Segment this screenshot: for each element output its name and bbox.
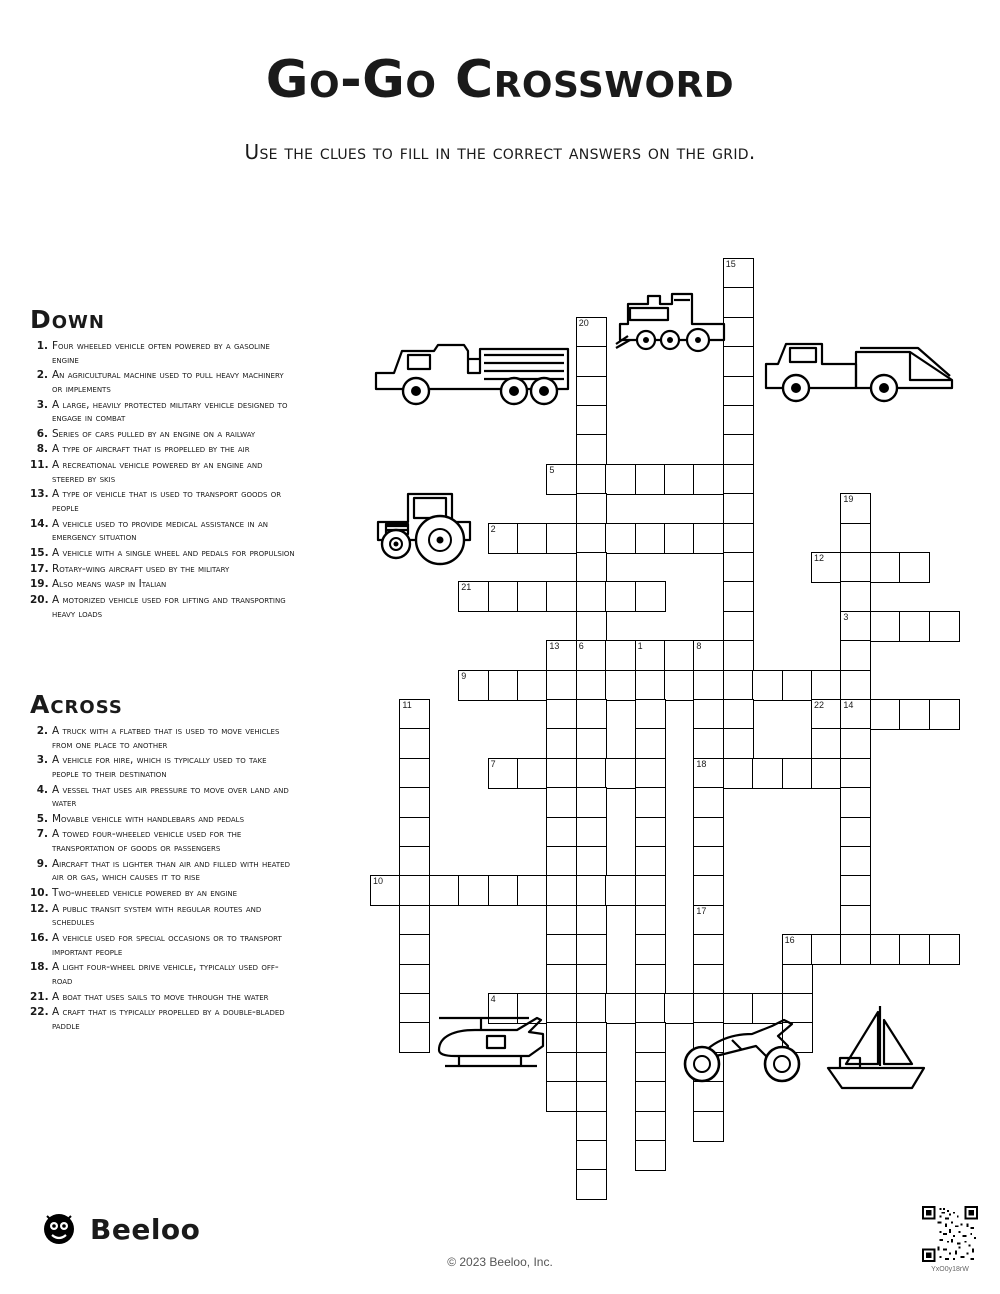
grid-cell[interactable] xyxy=(693,905,724,936)
grid-cell[interactable] xyxy=(576,758,607,789)
grid-cell[interactable] xyxy=(605,993,636,1024)
down-clue-section xyxy=(30,305,295,623)
grid-cell[interactable] xyxy=(723,581,754,612)
grid-cell[interactable] xyxy=(811,728,842,759)
grid-cell[interactable] xyxy=(635,699,666,730)
grid-cell[interactable] xyxy=(723,611,754,642)
grid-cell-number: 2 xyxy=(490,523,496,534)
grid-cell[interactable] xyxy=(723,728,754,759)
clue-number: 9. xyxy=(36,857,48,870)
clue-number: 12. xyxy=(30,902,49,915)
clue-number: 1. xyxy=(36,340,48,352)
grid-cell[interactable] xyxy=(546,846,577,877)
grid-cell[interactable] xyxy=(399,699,430,730)
grid-cell[interactable] xyxy=(635,875,666,906)
grid-cell[interactable] xyxy=(517,523,548,554)
clue-number: 13. xyxy=(30,488,49,501)
down-heading: Down xyxy=(30,305,105,334)
grid-cell[interactable] xyxy=(693,640,724,671)
down-clue-list xyxy=(30,340,295,621)
grid-cell-number: 7 xyxy=(490,758,496,769)
grid-cell[interactable] xyxy=(517,670,548,701)
grid-cell[interactable] xyxy=(723,552,754,583)
grid-cell[interactable] xyxy=(576,875,607,906)
clue-number: 3. xyxy=(36,398,48,411)
grid-cell[interactable] xyxy=(870,552,901,583)
grid-cell[interactable] xyxy=(840,611,871,642)
grid-cell[interactable] xyxy=(576,581,607,612)
clue-number: 11. xyxy=(30,459,49,472)
clue-text: A public transit system with regular routes and schedules xyxy=(52,902,262,929)
grid-cell[interactable] xyxy=(576,846,607,877)
grid-cell[interactable] xyxy=(635,934,666,965)
grid-cell[interactable] xyxy=(899,699,930,730)
grid-cell[interactable] xyxy=(605,670,636,701)
grid-cell[interactable] xyxy=(576,1081,607,1112)
clue-text: A motorized vehicle used for lifting and transporting heavy loads xyxy=(52,593,286,620)
grid-cell[interactable] xyxy=(635,464,666,495)
grid-cell[interactable] xyxy=(399,846,430,877)
grid-cell[interactable] xyxy=(546,787,577,818)
grid-cell[interactable] xyxy=(576,964,607,995)
grid-cell[interactable] xyxy=(811,552,842,583)
grid-cell-number: 16 xyxy=(784,935,795,946)
grid-cell[interactable] xyxy=(664,523,695,554)
grid-cell[interactable] xyxy=(840,552,871,583)
qr-caption: YxO0y18rW xyxy=(931,1266,969,1273)
grid-cell-number: 14 xyxy=(843,700,854,710)
grid-cell[interactable] xyxy=(723,758,754,789)
grid-cell[interactable] xyxy=(723,493,754,524)
grid-cell-number: 15 xyxy=(725,259,736,269)
clue-text: A vehicle with a single wheel and pedals for propulsion xyxy=(52,546,295,559)
grid-cell[interactable] xyxy=(693,523,724,554)
clue-text: A recreational vehicle powered by an engine and steered by skis xyxy=(52,459,263,485)
clue-text: A type of vehicle that is used to transport goods or people xyxy=(52,488,282,515)
grid-cell[interactable] xyxy=(693,699,724,730)
grid-cell[interactable] xyxy=(546,817,577,848)
grid-cell[interactable] xyxy=(693,934,724,965)
grid-cell[interactable] xyxy=(576,1022,607,1053)
grid-cell[interactable] xyxy=(693,875,724,906)
grid-cell-number: 13 xyxy=(549,641,560,652)
clue-number: 17. xyxy=(30,562,49,575)
grid-cell[interactable] xyxy=(840,640,871,671)
grid-cell[interactable] xyxy=(576,611,607,642)
grid-cell[interactable] xyxy=(635,846,666,877)
grid-cell[interactable] xyxy=(576,346,607,377)
grid-cell[interactable] xyxy=(840,787,871,818)
clue-item xyxy=(30,488,295,515)
grid-cell[interactable] xyxy=(576,905,607,936)
grid-cell[interactable] xyxy=(576,317,607,348)
grid-cell[interactable] xyxy=(664,640,695,671)
clue-number: 16. xyxy=(30,931,49,944)
clue-text: An agricultural machine used to pull heavy machinery or implements xyxy=(52,369,284,395)
grid-cell[interactable] xyxy=(576,1140,607,1171)
grid-cell[interactable] xyxy=(576,376,607,407)
grid-cell[interactable] xyxy=(488,670,519,701)
grid-cell-number: 18 xyxy=(696,758,707,769)
clue-item xyxy=(30,428,295,442)
grid-cell[interactable] xyxy=(370,875,401,906)
clue-item xyxy=(30,725,295,752)
bee-icon xyxy=(38,1208,80,1250)
grid-cell[interactable] xyxy=(576,523,607,554)
across-clue-section xyxy=(30,690,295,1035)
clue-number: 22. xyxy=(30,1006,49,1019)
grid-cell[interactable] xyxy=(723,523,754,554)
clue-item xyxy=(30,754,295,781)
clue-item xyxy=(30,369,295,396)
grid-cell[interactable] xyxy=(458,581,489,612)
grid-cell-number: 21 xyxy=(461,582,472,593)
grid-cell[interactable] xyxy=(723,464,754,495)
grid-cell[interactable] xyxy=(399,964,430,995)
grid-cell[interactable] xyxy=(399,817,430,848)
grid-cell[interactable] xyxy=(635,670,666,701)
grid-cell[interactable] xyxy=(605,523,636,554)
grid-cell[interactable] xyxy=(635,1111,666,1142)
grid-cell[interactable] xyxy=(635,758,666,789)
clue-text: A type of aircraft that is propelled by the air xyxy=(52,443,250,456)
grid-cell[interactable] xyxy=(752,670,783,701)
clue-number: 15. xyxy=(30,546,49,559)
grid-cell[interactable] xyxy=(488,581,519,612)
clue-number: 4. xyxy=(36,783,48,796)
clue-item xyxy=(30,932,295,959)
clue-text: A vehicle used to provide medical assistance in an emergency situation xyxy=(52,517,269,544)
grid-cell-number: 19 xyxy=(843,494,854,505)
grid-cell[interactable] xyxy=(929,611,960,642)
grid-cell[interactable] xyxy=(635,728,666,759)
grid-cell-number: 9 xyxy=(461,670,467,681)
clue-number: 19. xyxy=(30,578,49,591)
grid-cell[interactable] xyxy=(399,787,430,818)
grid-cell[interactable] xyxy=(546,964,577,995)
grid-cell[interactable] xyxy=(693,758,724,789)
grid-cell[interactable] xyxy=(840,875,871,906)
grid-cell[interactable] xyxy=(546,464,577,495)
helicopter xyxy=(425,1012,560,1074)
clue-item xyxy=(30,340,295,367)
clue-text: Movable vehicle with handlebars and pedals xyxy=(52,812,245,825)
clue-item xyxy=(30,443,295,457)
grid-cell[interactable] xyxy=(782,670,813,701)
grid-cell[interactable] xyxy=(840,846,871,877)
grid-cell[interactable] xyxy=(576,934,607,965)
grid-cell[interactable] xyxy=(576,670,607,701)
grid-cell[interactable] xyxy=(458,670,489,701)
clue-number: 10. xyxy=(30,887,49,900)
grid-cell[interactable] xyxy=(576,464,607,495)
grid-cell[interactable] xyxy=(546,699,577,730)
grid-cell[interactable] xyxy=(723,640,754,671)
grid-cell[interactable] xyxy=(635,1052,666,1083)
grid-cell[interactable] xyxy=(693,846,724,877)
grid-cell[interactable] xyxy=(635,817,666,848)
sailboat xyxy=(820,1002,930,1094)
grid-cell[interactable] xyxy=(546,875,577,906)
grid-cell[interactable] xyxy=(693,964,724,995)
clue-text: A craft that is typically propelled by a double-bladed paddle xyxy=(52,1006,285,1032)
grid-cell[interactable] xyxy=(576,787,607,818)
clue-item xyxy=(30,991,295,1005)
grid-cell[interactable] xyxy=(576,493,607,524)
grid-cell[interactable] xyxy=(605,758,636,789)
clue-item xyxy=(30,813,295,827)
brand-logo xyxy=(38,1208,200,1250)
grid-cell[interactable] xyxy=(664,464,695,495)
clue-item xyxy=(30,784,295,811)
grid-cell-number: 10 xyxy=(373,876,384,887)
grid-cell[interactable] xyxy=(576,1111,607,1142)
clue-number: 14. xyxy=(30,517,49,530)
clue-text: Aircraft that is lighter than air and filled with heated air or gas, which causes it to rise xyxy=(52,857,290,884)
grid-cell[interactable] xyxy=(723,405,754,436)
grid-cell[interactable] xyxy=(458,875,489,906)
grid-cell[interactable] xyxy=(576,728,607,759)
grid-cell[interactable] xyxy=(635,523,666,554)
grid-cell[interactable] xyxy=(870,699,901,730)
page-title: Go-Go Crossword xyxy=(265,50,735,110)
grid-cell[interactable] xyxy=(605,640,636,671)
steam-locomotive xyxy=(614,278,734,358)
grid-cell[interactable] xyxy=(546,728,577,759)
grid-cell-number: 22 xyxy=(814,700,825,710)
clue-text: A light four-wheel drive vehicle, typically used off-road xyxy=(52,961,279,987)
grid-cell[interactable] xyxy=(635,964,666,995)
clue-text: Four wheeled vehicle often powered by a gasoline engine xyxy=(52,340,270,366)
grid-cell[interactable] xyxy=(752,758,783,789)
grid-cell[interactable] xyxy=(517,875,548,906)
grid-cell[interactable] xyxy=(517,581,548,612)
grid-cell[interactable] xyxy=(576,640,607,671)
grid-cell[interactable] xyxy=(399,905,430,936)
clue-text: Rotary-wing aircraft used by the military xyxy=(52,562,230,575)
grid-cell-number: 1 xyxy=(637,641,643,652)
grid-cell[interactable] xyxy=(546,1081,577,1112)
grid-cell-number: 12 xyxy=(814,553,825,563)
grid-cell[interactable] xyxy=(811,699,842,730)
clue-text: A boat that uses sails to move through the water xyxy=(52,990,269,1003)
grid-cell[interactable] xyxy=(635,1022,666,1053)
qr-code xyxy=(922,1206,978,1262)
grid-cell[interactable] xyxy=(840,493,871,524)
grid-cell[interactable] xyxy=(546,934,577,965)
grid-cell[interactable] xyxy=(576,552,607,583)
grid-cell[interactable] xyxy=(840,699,871,730)
grid-cell-number: 20 xyxy=(578,317,589,328)
clue-number: 3. xyxy=(36,754,48,767)
grid-cell[interactable] xyxy=(782,964,813,995)
grid-cell-number: 5 xyxy=(549,464,555,475)
clue-number: 5. xyxy=(36,812,48,825)
grid-cell[interactable] xyxy=(664,670,695,701)
grid-cell[interactable] xyxy=(782,758,813,789)
grid-cell[interactable] xyxy=(840,817,871,848)
grid-cell[interactable] xyxy=(693,817,724,848)
clue-number: 6. xyxy=(36,427,48,440)
grid-cell[interactable] xyxy=(840,581,871,612)
clue-item xyxy=(30,594,295,621)
grid-cell-number: 4 xyxy=(490,994,496,1004)
grid-cell[interactable] xyxy=(399,934,430,965)
grid-cell[interactable] xyxy=(693,1111,724,1142)
clue-text: A truck with a flatbed that is used to move vehicles from one place to another xyxy=(52,725,280,751)
clue-text: Two-wheeled vehicle powered by an engine xyxy=(52,887,238,900)
grid-cell[interactable] xyxy=(635,1140,666,1171)
grid-cell[interactable] xyxy=(693,787,724,818)
grid-cell[interactable] xyxy=(840,728,871,759)
grid-cell[interactable] xyxy=(546,905,577,936)
grid-cell[interactable] xyxy=(576,817,607,848)
grid-cell-number: 17 xyxy=(696,905,707,916)
clue-item xyxy=(30,459,295,486)
grid-cell[interactable] xyxy=(840,905,871,936)
clue-item xyxy=(30,518,295,545)
grid-cell[interactable] xyxy=(546,758,577,789)
grid-cell[interactable] xyxy=(576,993,607,1024)
grid-cell[interactable] xyxy=(811,758,842,789)
grid-cell[interactable] xyxy=(576,1169,607,1200)
grid-cell[interactable] xyxy=(576,434,607,465)
clue-item xyxy=(30,1006,295,1033)
grid-cell[interactable] xyxy=(399,728,430,759)
grid-cell[interactable] xyxy=(429,875,460,906)
across-heading: Across xyxy=(30,690,123,719)
grid-cell[interactable] xyxy=(546,581,577,612)
grid-cell[interactable] xyxy=(635,787,666,818)
clue-item xyxy=(30,887,295,901)
grid-cell-number: 6 xyxy=(578,641,584,652)
brand-name: Beeloo xyxy=(90,1212,201,1246)
grid-cell[interactable] xyxy=(870,934,901,965)
grid-cell[interactable] xyxy=(929,699,960,730)
grid-cell[interactable] xyxy=(635,1081,666,1112)
grid-cell[interactable] xyxy=(723,699,754,730)
grid-cell[interactable] xyxy=(723,670,754,701)
clue-text: Series of cars pulled by an engine on a railway xyxy=(52,427,256,440)
grid-cell[interactable] xyxy=(546,670,577,701)
grid-cell[interactable] xyxy=(546,640,577,671)
grid-cell[interactable] xyxy=(576,699,607,730)
clue-text: A vessel that uses air pressure to move over land and water xyxy=(52,783,289,810)
tractor xyxy=(374,478,499,573)
clue-number: 7. xyxy=(36,828,48,841)
grid-cell[interactable] xyxy=(605,875,636,906)
grid-cell[interactable] xyxy=(811,670,842,701)
grid-cell[interactable] xyxy=(899,552,930,583)
grid-cell-number: 8 xyxy=(696,641,702,652)
clue-text: A large, heavily protected military vehicle designed to engage in combat xyxy=(52,398,288,425)
clue-item xyxy=(30,563,295,577)
semi-truck xyxy=(372,315,577,410)
grid-cell[interactable] xyxy=(693,464,724,495)
grid-cell[interactable] xyxy=(576,1052,607,1083)
grid-cell[interactable] xyxy=(546,523,577,554)
grid-cell[interactable] xyxy=(723,376,754,407)
grid-cell[interactable] xyxy=(840,758,871,789)
clue-item xyxy=(30,828,295,855)
grid-cell[interactable] xyxy=(811,934,842,965)
grid-cell[interactable] xyxy=(635,993,666,1024)
across-clue-list xyxy=(30,725,295,1033)
grid-cell[interactable] xyxy=(488,758,519,789)
copyright-text: © 2023 Beeloo, Inc. xyxy=(447,1255,553,1269)
clue-text: Also means wasp in Italian xyxy=(52,578,167,591)
grid-cell[interactable] xyxy=(899,934,930,965)
grid-cell-number: 11 xyxy=(402,700,412,710)
grid-cell[interactable] xyxy=(840,934,871,965)
clue-text: A vehicle used for special occasions or to transport important people xyxy=(52,931,282,958)
clue-item xyxy=(30,547,295,561)
clue-item xyxy=(30,858,295,885)
grid-cell[interactable] xyxy=(605,464,636,495)
grid-cell[interactable] xyxy=(693,670,724,701)
grid-cell[interactable] xyxy=(840,670,871,701)
grid-cell[interactable] xyxy=(605,581,636,612)
grid-cell[interactable] xyxy=(635,640,666,671)
clue-number: 18. xyxy=(30,961,49,974)
grid-cell[interactable] xyxy=(576,405,607,436)
motorcycle xyxy=(672,1006,817,1086)
clue-item xyxy=(30,399,295,426)
grid-cell[interactable] xyxy=(899,611,930,642)
grid-cell[interactable] xyxy=(399,875,430,906)
clue-text: A vehicle for hire, which is typically used to take people to their destination xyxy=(52,754,267,780)
grid-cell[interactable] xyxy=(929,934,960,965)
grid-cell[interactable] xyxy=(693,728,724,759)
clue-text: A towed four-wheeled vehicle used for the transportation of goods or passengers xyxy=(52,828,242,855)
clue-number: 20. xyxy=(30,593,49,606)
grid-cell[interactable] xyxy=(870,611,901,642)
clue-item xyxy=(30,578,295,592)
clue-number: 8. xyxy=(36,443,48,456)
clue-number: 2. xyxy=(36,369,48,382)
clue-item xyxy=(30,903,295,930)
grid-cell[interactable] xyxy=(635,905,666,936)
grid-cell[interactable] xyxy=(517,758,548,789)
clue-number: 21. xyxy=(30,990,49,1003)
clue-number: 2. xyxy=(36,725,48,737)
page-subtitle: Use the clues to fill in the correct answers on the grid. xyxy=(244,140,756,164)
grid-cell[interactable] xyxy=(488,875,519,906)
grid-cell[interactable] xyxy=(782,934,813,965)
grid-cell-number: 3 xyxy=(843,611,849,622)
grid-cell[interactable] xyxy=(635,581,666,612)
grid-cell[interactable] xyxy=(723,434,754,465)
grid-cell[interactable] xyxy=(840,523,871,554)
tow-truck xyxy=(760,318,960,408)
clue-item xyxy=(30,961,295,988)
grid-cell[interactable] xyxy=(399,758,430,789)
